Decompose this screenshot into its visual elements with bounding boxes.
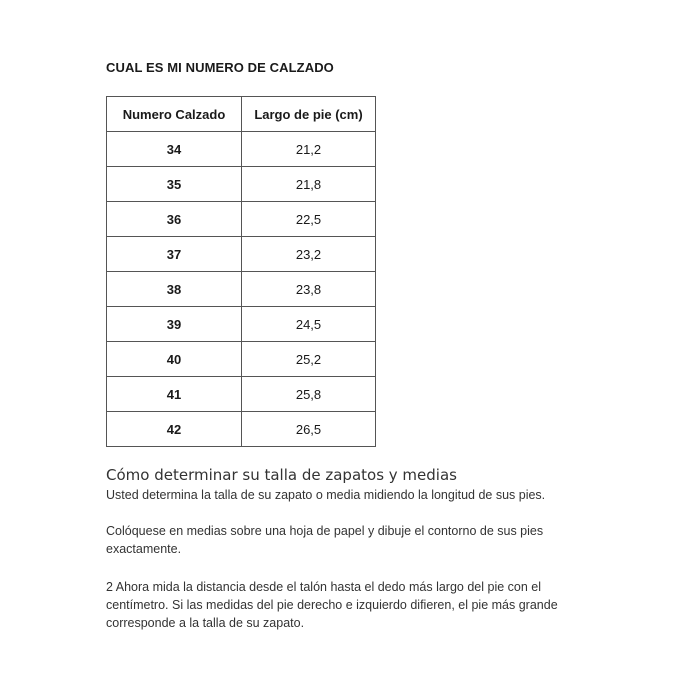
table-row — [107, 307, 376, 342]
paragraph-step-trace: Colóquese en medias sobre una hoja de papel y dibuje el contorno de sus pies exactamente. — [106, 524, 544, 556]
table-row — [107, 132, 376, 167]
table-header-row — [107, 97, 376, 132]
shoe-number-cell: 35 — [107, 167, 242, 202]
foot-length-cell: 21,8 — [242, 167, 376, 202]
foot-length-cell: 25,8 — [242, 377, 376, 412]
foot-length-cell: 21,2 — [242, 132, 376, 167]
table-row — [107, 412, 376, 447]
section-heading: Cómo determinar su talla de zapatos y medias — [106, 466, 457, 484]
column-header-foot-length: Largo de pie (cm) — [242, 97, 376, 132]
page-title: CUAL ES MI NUMERO DE CALZADO — [106, 60, 334, 75]
shoe-number-cell: 37 — [107, 237, 242, 272]
shoe-number-cell: 39 — [107, 307, 242, 342]
table-row — [107, 237, 376, 272]
shoe-number-cell: 36 — [107, 202, 242, 237]
shoe-number-cell: 41 — [107, 377, 242, 412]
shoe-number-cell: 40 — [107, 342, 242, 377]
size-table — [106, 96, 376, 447]
paragraph-step-measure: 2 Ahora mida la distancia desde el talón hasta el dedo más largo del pie con el centímetro. Si las medidas del pie derecho e izquierdo difieren, el pie más grande corresponde a la talla de su zapato. — [106, 580, 558, 630]
table-row — [107, 272, 376, 307]
foot-length-cell: 24,5 — [242, 307, 376, 342]
foot-length-cell: 23,8 — [242, 272, 376, 307]
shoe-number-cell: 38 — [107, 272, 242, 307]
table-row — [107, 167, 376, 202]
paragraph-intro: Usted determina la talla de su zapato o media midiendo la longitud de sus pies. — [106, 488, 546, 502]
shoe-number-cell: 34 — [107, 132, 242, 167]
foot-length-cell: 22,5 — [242, 202, 376, 237]
foot-length-cell: 26,5 — [242, 412, 376, 447]
table-row — [107, 377, 376, 412]
table-row — [107, 202, 376, 237]
foot-length-cell: 23,2 — [242, 237, 376, 272]
column-header-shoe-number: Numero Calzado — [107, 97, 242, 132]
table-row — [107, 342, 376, 377]
shoe-number-cell: 42 — [107, 412, 242, 447]
foot-length-cell: 25,2 — [242, 342, 376, 377]
